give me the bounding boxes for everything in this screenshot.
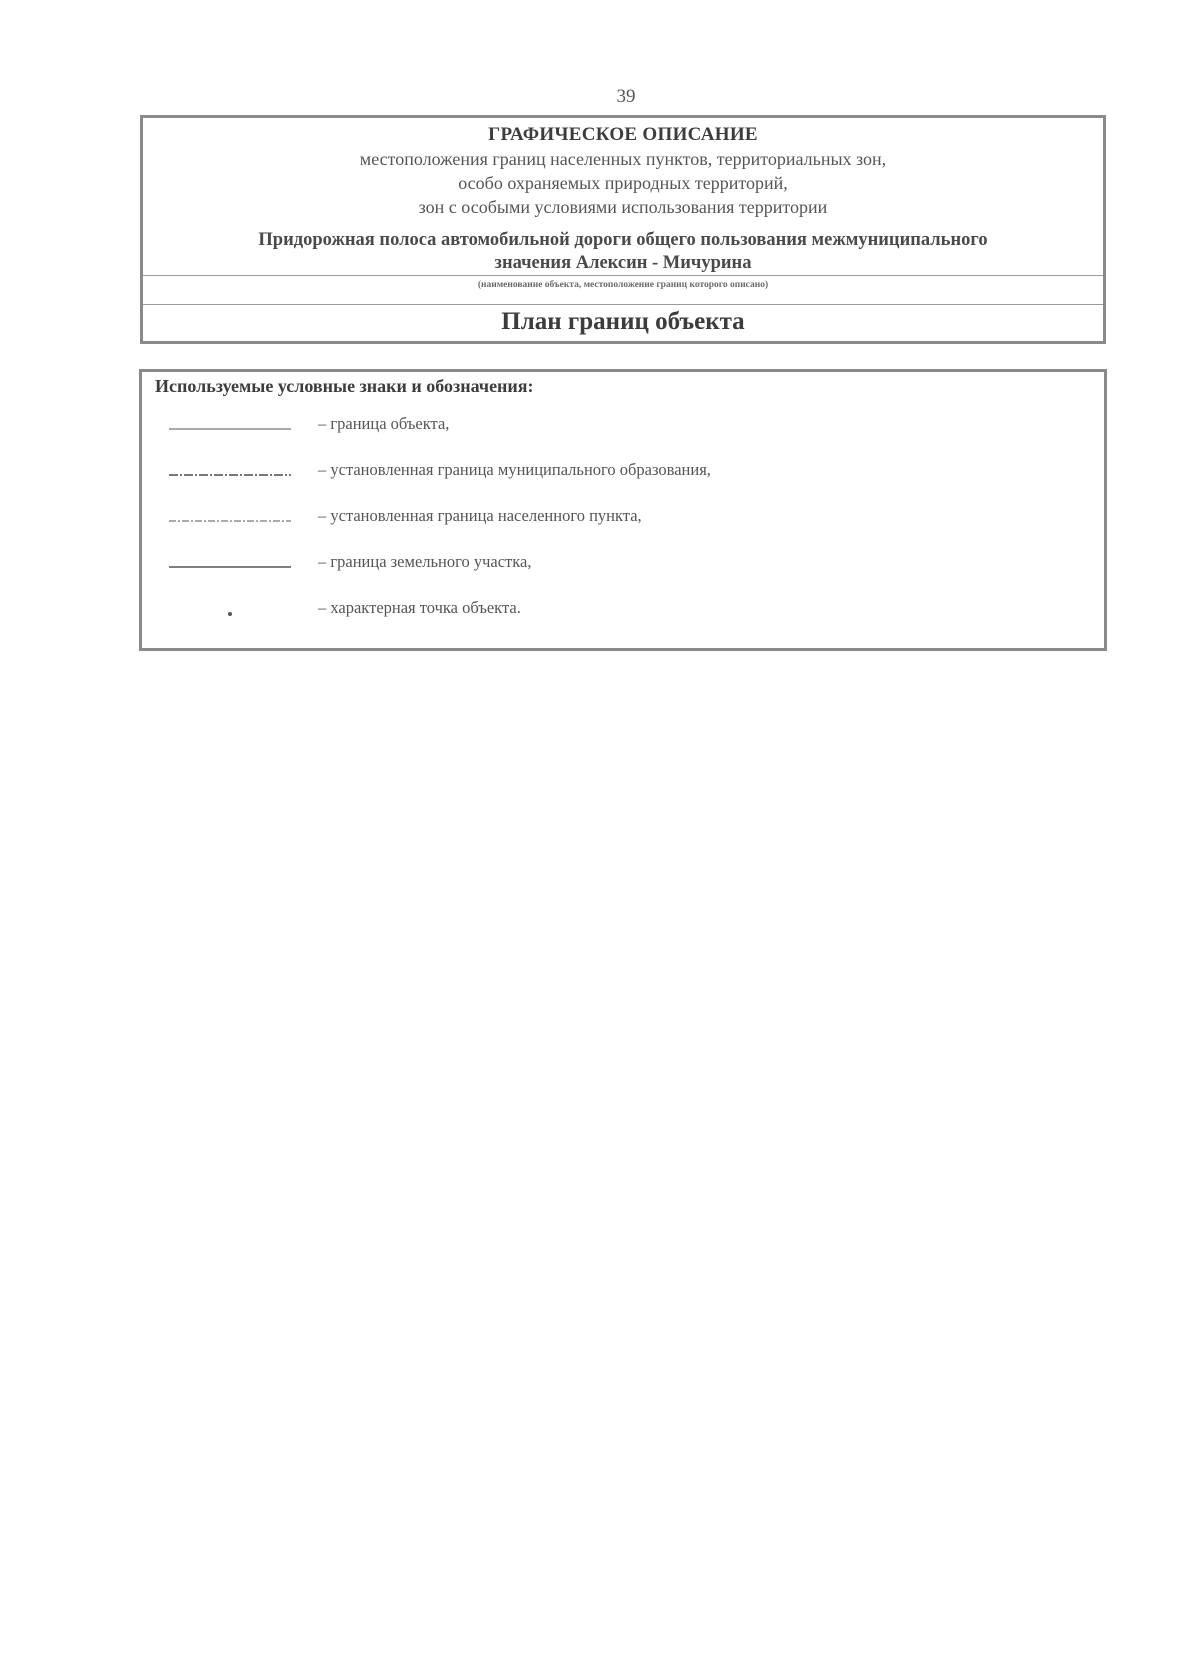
legend-label: – характерная точка объекта. <box>318 598 521 617</box>
object-boundary-symbol <box>169 424 291 432</box>
settlement-boundary-symbol <box>169 516 291 524</box>
legend-item-object-boundary <box>142 414 1104 438</box>
land-plot-boundary-symbol <box>169 562 291 570</box>
legend-item-characteristic-point <box>142 598 1104 622</box>
legend-item-municipal-boundary <box>142 460 1104 484</box>
object-name <box>153 229 1093 275</box>
legend-label: – граница объекта, <box>318 414 450 433</box>
caption-divider-bottom <box>143 304 1103 305</box>
plan-title: План границ объекта <box>501 308 745 335</box>
legend-label: – установленная граница муниципального образования, <box>318 460 711 479</box>
caption-divider-top <box>143 275 1103 276</box>
page-number: 39 <box>616 86 636 107</box>
object-name-line-1: Придорожная полоса автомобильной дороги общего пользования межмуниципального <box>258 230 988 250</box>
subtitle-line-1: местоположения границ населенных пунктов, территориальных зон, <box>359 149 887 169</box>
legend-item-settlement-boundary <box>142 506 1104 530</box>
subtitle-line-3: зон с особыми условиями использования территории <box>418 197 828 217</box>
subtitle-line-2: особо охраняемых природных территорий, <box>458 173 788 193</box>
legend-label: – установленная граница населенного пункта, <box>318 506 642 525</box>
document-title: ГРАФИЧЕСКОЕ ОПИСАНИЕ <box>488 124 758 145</box>
municipal-boundary-symbol <box>169 470 291 478</box>
legend-item-land-plot-boundary <box>142 552 1104 576</box>
legend-heading: Используемые условные знаки и обозначения: <box>155 376 534 396</box>
legend-box <box>139 369 1107 651</box>
object-caption: (наименование объекта, местоположение границ которого описано) <box>477 280 769 290</box>
characteristic-point-symbol <box>169 608 291 616</box>
header-box <box>140 115 1106 344</box>
legend-label: – граница земельного участка, <box>318 552 532 571</box>
object-name-line-2: значения Алексин - Мичурина <box>494 253 752 273</box>
